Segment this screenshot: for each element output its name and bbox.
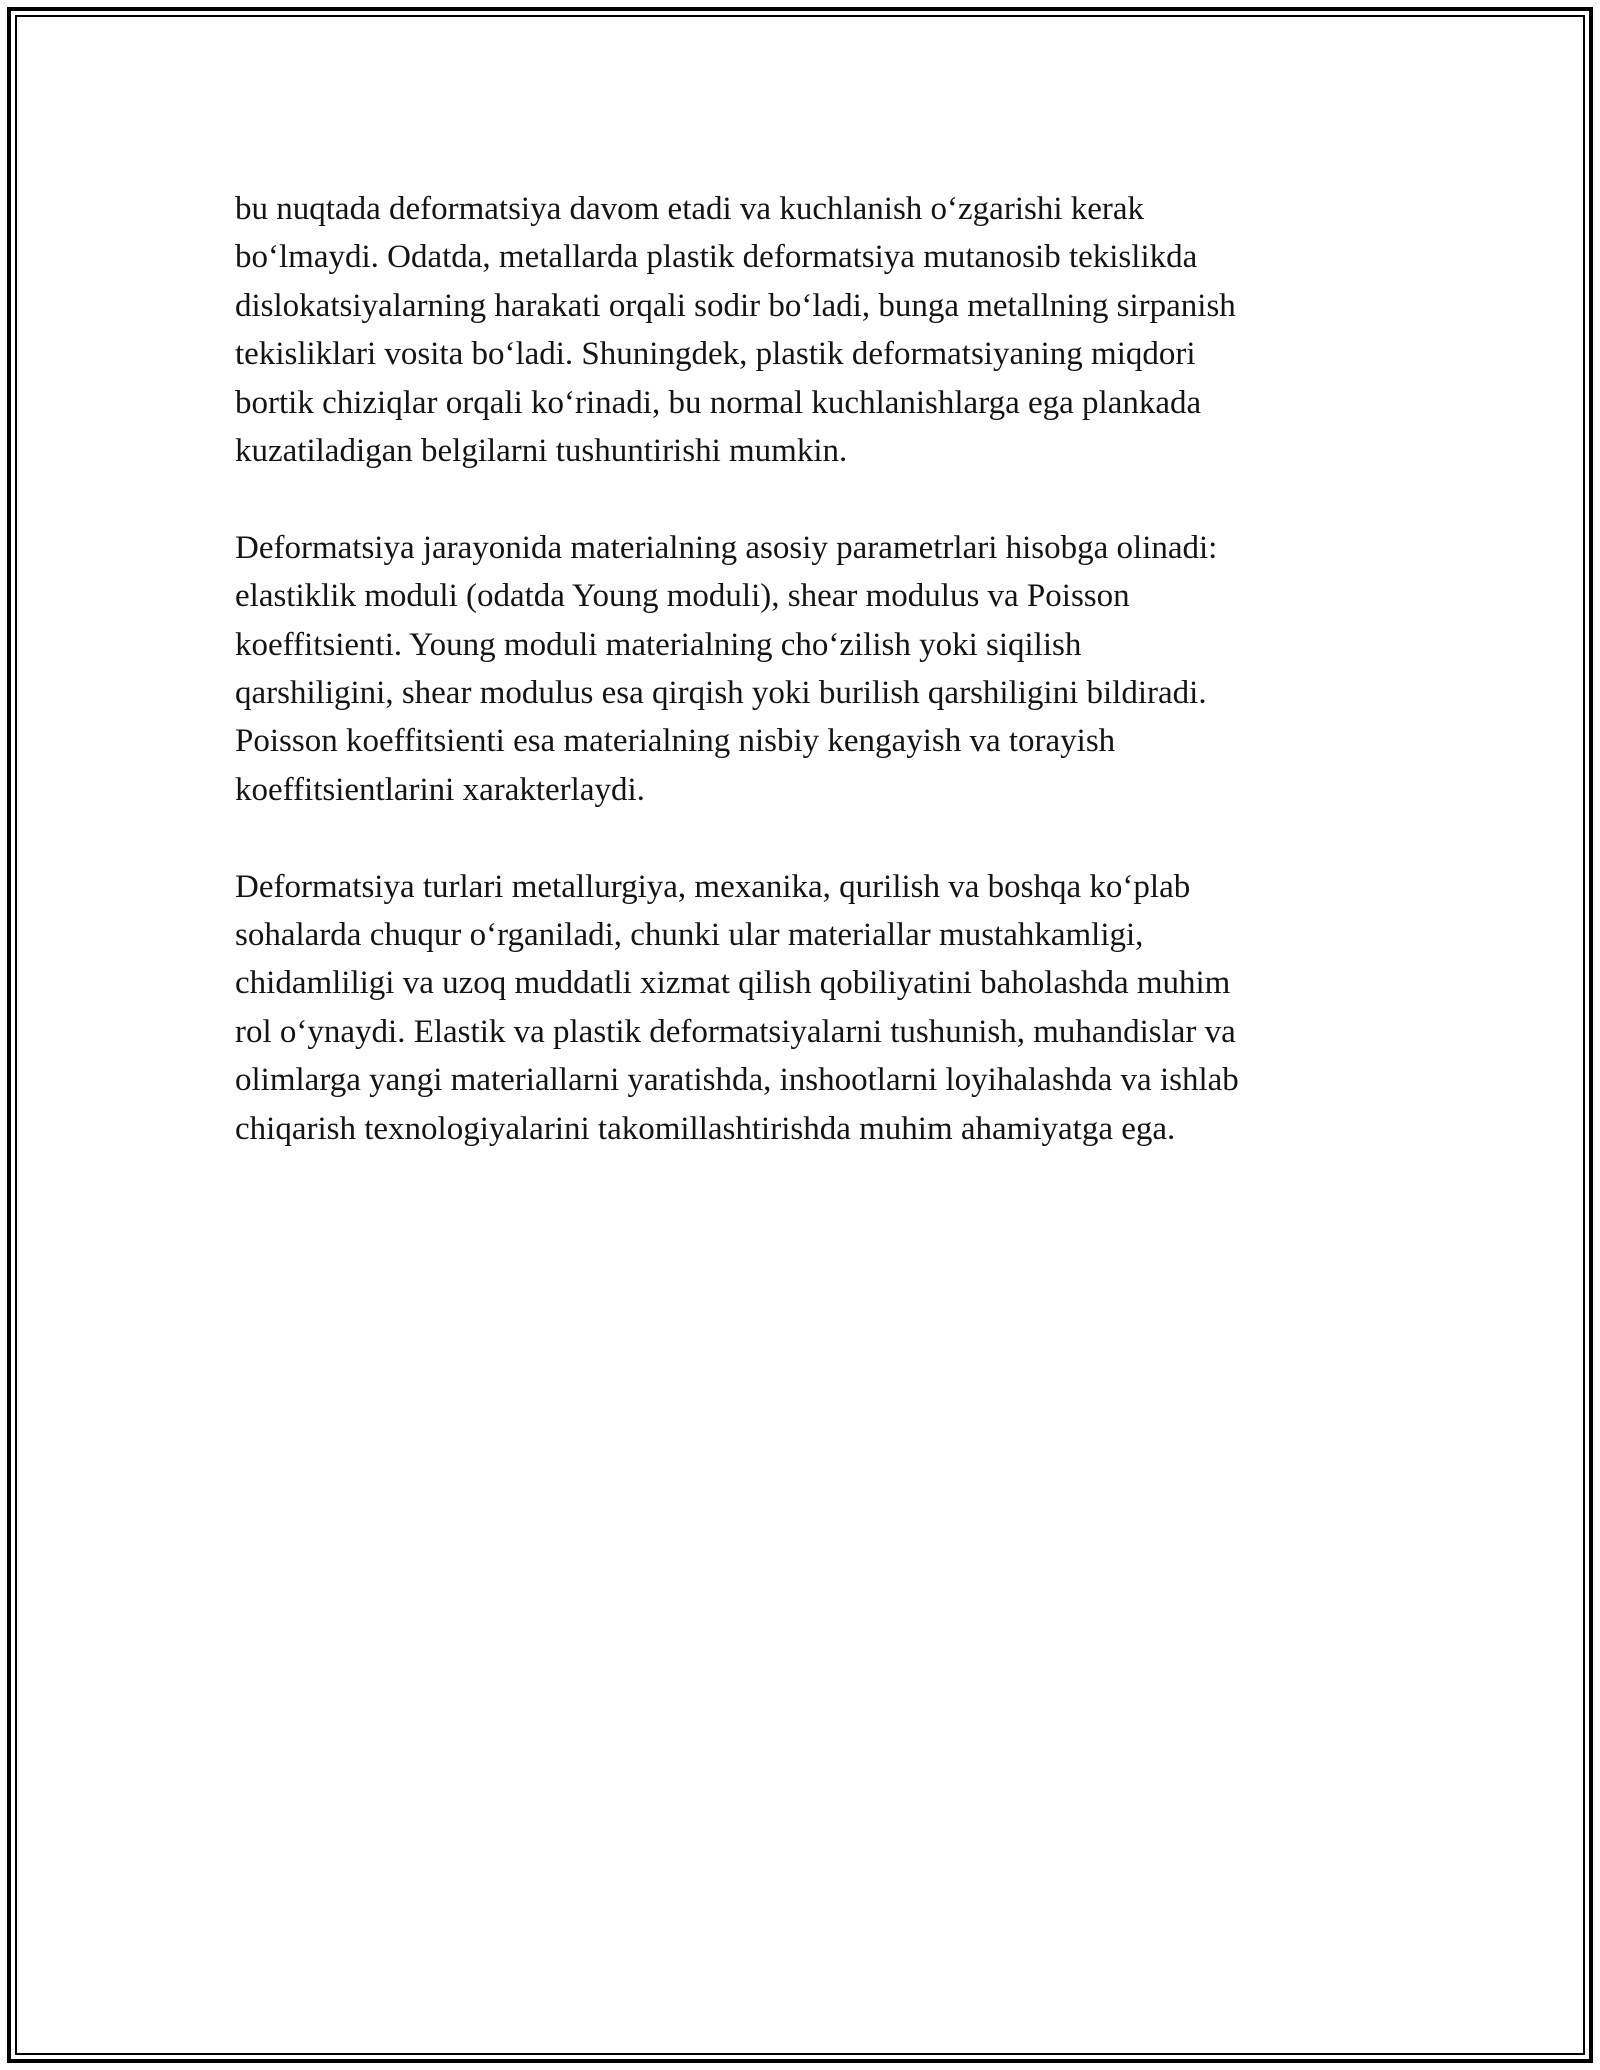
paragraph-3 xyxy=(235,863,1365,1153)
paragraph-2-line-1: Deformatsiya jarayonida materialning asosiy parametrlari hisobga olinadi: xyxy=(235,529,1218,566)
paragraph-3-line-1: Deformatsiya turlari metallurgiya, mexanika, qurilish va boshqa koʻplab xyxy=(235,868,1191,905)
paragraph-2-line-5: Poisson koeffitsienti esa materialning nisbiy kengayish va torayish xyxy=(235,723,1116,760)
paragraph-2-line-3: koeffitsienti. Young moduli materialning choʻzilish yoki siqilish xyxy=(235,626,1082,663)
paragraph-2-line-6: koeffitsientlarini xarakterlaydi. xyxy=(235,771,645,808)
paragraph-1-line-5: bortik chiziqlar orqali koʻrinadi, bu normal kuchlanishlarga ega plankada xyxy=(235,384,1202,421)
paragraph-2-line-4: qarshiligini, shear modulus esa qirqish yoki burilish qarshiligini bildiradi. xyxy=(235,675,1207,712)
paragraph-1-line-2: boʻlmaydi. Odatda, metallarda plastik deformatsiya mutanosib tekislikda xyxy=(235,239,1198,276)
paragraph-1-line-3: dislokatsiyalarning harakati orqali sodir boʻladi, bunga metallning sirpanish xyxy=(235,287,1236,324)
paragraph-3-line-6: chiqarish texnologiyalarini takomillashtirishda muhim ahamiyatga ega. xyxy=(235,1110,1176,1147)
paragraph-3-line-5: olimlarga yangi materiallarni yaratishda, inshootlarni loyihalashda va ishlab xyxy=(235,1062,1239,1099)
paragraph-2-line-2: elastiklik moduli (odatda Young moduli), shear modulus va Poisson xyxy=(235,578,1130,615)
paragraph-3-line-4: rol oʻynaydi. Elastik va plastik deformatsiyalarni tushunish, muhandislar va xyxy=(235,1013,1236,1050)
paragraph-1-line-4: tekisliklari vosita boʻladi. Shuningdek, plastik deformatsiyaning miqdori xyxy=(235,336,1196,373)
paragraph-3-line-2: sohalarda chuqur oʻrganiladi, chunki ular materiallar mustahkamligi, xyxy=(235,917,1144,954)
paragraph-1-line-1: bu nuqtada deformatsiya davom etadi va kuchlanish oʻzgarishi kerak xyxy=(235,191,1145,227)
paragraph-2 xyxy=(235,524,1365,814)
document-body xyxy=(235,185,1365,1201)
paragraph-1 xyxy=(235,185,1365,475)
paragraph-1-line-6: kuzatiladigan belgilarni tushuntirishi mumkin. xyxy=(235,433,848,470)
paragraph-3-line-3: chidamliligi va uzoq muddatli xizmat qilish qobiliyatini baholashda muhim xyxy=(235,965,1231,1002)
